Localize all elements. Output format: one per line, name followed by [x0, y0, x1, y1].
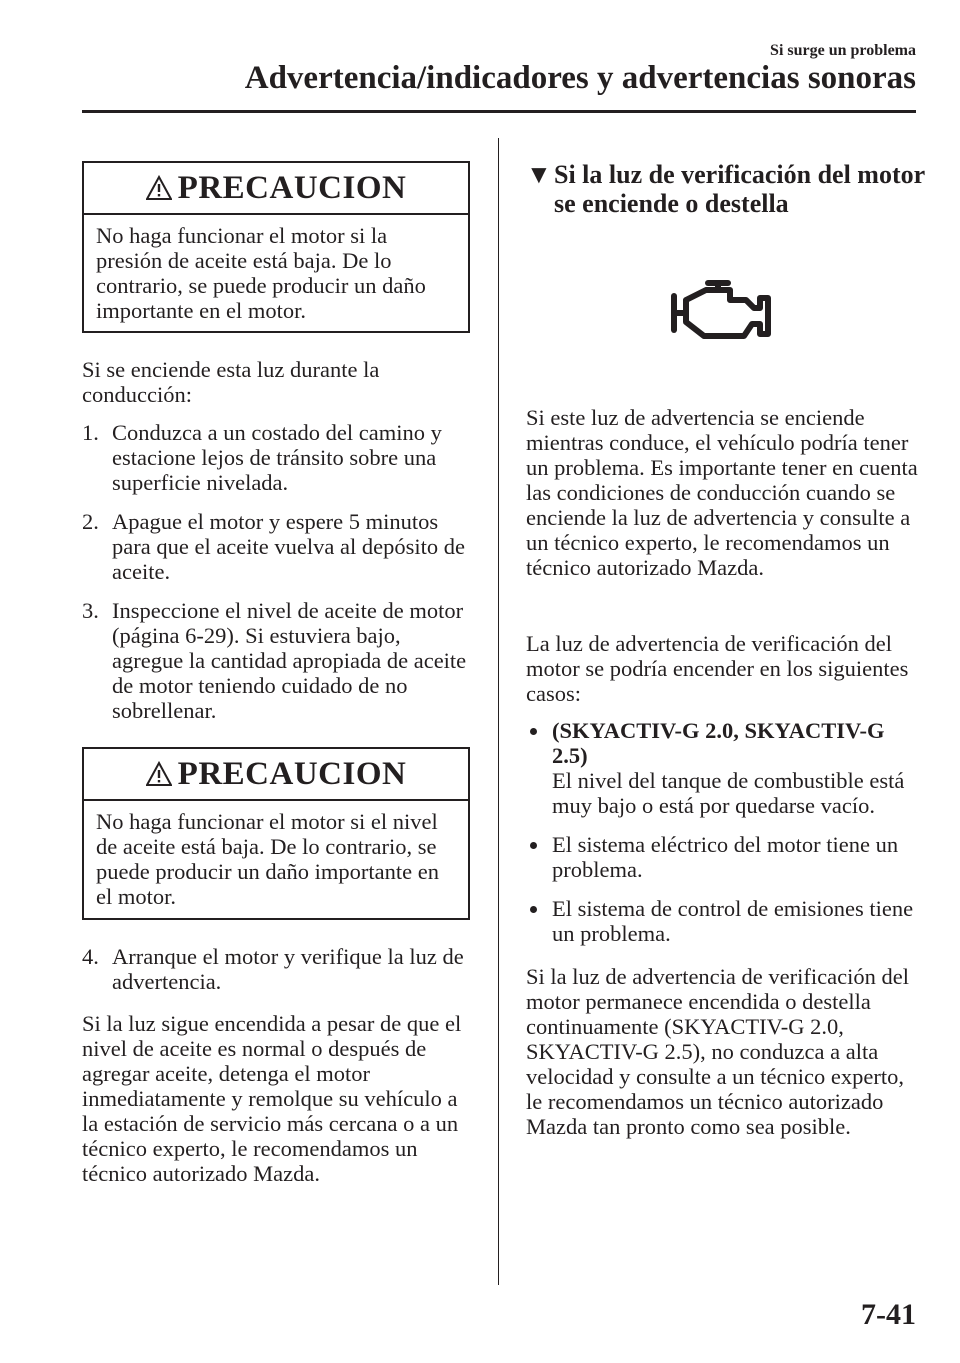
caution-box-oil-pressure [82, 161, 470, 333]
page-title: Advertencia/indicadores y advertencias sonoras [244, 60, 916, 96]
step-text: Arranque el motor y verifique la luz de advertencia. [112, 944, 464, 994]
steps-list-a [82, 420, 470, 723]
heading-line-2: se enciende o destella [554, 189, 789, 218]
caution-header [84, 749, 468, 801]
list-item [82, 598, 470, 723]
final-paragraph: Si la luz de advertencia de verificación del motor permanece encendida o destella continuamente (SKYACTIV-G 2.0, SKYACTIV-G 2.5), no conduzca a alta velocidad y consulte a un técnico experto, le recomendamos un técnico autorizado Mazda tan pronto como sea posible. [526, 964, 909, 1139]
caution-text: No haga funcionar el motor si la presión de aceite está baja. De lo contrario, se puede producir un daño importante en el motor. [96, 223, 426, 323]
check-engine-icon [668, 278, 772, 344]
bullet-text: El nivel del tanque de combustible está muy bajo o está por quedarse vacío. [552, 768, 905, 818]
section-name: Si surge un problema [770, 42, 916, 59]
bullet-dot [530, 728, 537, 735]
column-divider [498, 138, 499, 1285]
bullet-text: El sistema de control de emisiones tiene un problema. [552, 896, 914, 946]
triangle-bullet-icon: ▼ [526, 160, 552, 189]
caution-title: PRECAUCION [177, 169, 407, 206]
list-item [526, 896, 921, 946]
closing-paragraph: Si la luz sigue encendida a pesar de que el nivel de aceite es normal o después de agregar aceite, detenga el motor inmediatamente y remolque su vehículo a la estación de servicio más cercana o a un técnico experto, le recomendamos un técnico autorizado Mazda. [82, 1011, 462, 1186]
cases-list [526, 718, 921, 946]
intro-text: Si se enciende esta luz durante la conducción: [82, 357, 380, 407]
step-number: 4. [82, 944, 99, 969]
list-item [526, 718, 921, 818]
page-number: 7-41 [861, 1298, 916, 1331]
cases-intro: La luz de advertencia de verificación del motor se podría encender en los siguientes casos: [526, 631, 909, 706]
warning-triangle-icon [146, 175, 172, 201]
step-number: 2. [82, 509, 99, 534]
list-item [82, 509, 470, 584]
caution-box-oil-level [82, 747, 470, 920]
bullet-dot [530, 906, 537, 913]
step-text: Apague el motor y espere 5 minutos para que el aceite vuelva al depósito de aceite. [112, 509, 465, 584]
warning-triangle-icon [146, 761, 172, 787]
steps-list-b [82, 944, 470, 994]
bullet-text: El sistema eléctrico del motor tiene un problema. [552, 832, 899, 882]
subsection-heading [526, 160, 926, 218]
step-number: 1. [82, 420, 99, 445]
step-text: Conduzca a un costado del camino y estacione lejos de tránsito sobre una superficie nivelada. [112, 420, 442, 495]
heading-line-1: Si la luz de verificación del motor [554, 160, 926, 189]
bullet-dot [530, 842, 537, 849]
step-text: Inspeccione el nivel de aceite de motor (página 6-29). Si estuviera bajo, agregue la cantidad apropiada de aceite de motor teniendo cuidado de no sobrellenar. [112, 598, 467, 723]
step-number: 3. [82, 598, 99, 623]
header-rule [82, 110, 916, 113]
caution-title: PRECAUCION [177, 755, 407, 792]
list-item [82, 420, 470, 495]
caution-header [84, 163, 468, 215]
list-item [82, 944, 470, 994]
warning-paragraph: Si este luz de advertencia se enciende mientras conduce, el vehículo podría tener un problema. Es importante tener en cuenta las condiciones de conducción cuando se enciende la luz de advertencia y consulte a un técnico experto, le recomendamos un técnico autorizado Mazda. [526, 405, 918, 580]
caution-text: No haga funcionar el motor si el nivel de aceite está baja. De lo contrario, se puede producir un daño importante en el motor. [96, 809, 440, 909]
list-item [526, 832, 921, 882]
bullet-condition: (SKYACTIV-G 2.0, SKYACTIV-G 2.5) [552, 718, 885, 768]
